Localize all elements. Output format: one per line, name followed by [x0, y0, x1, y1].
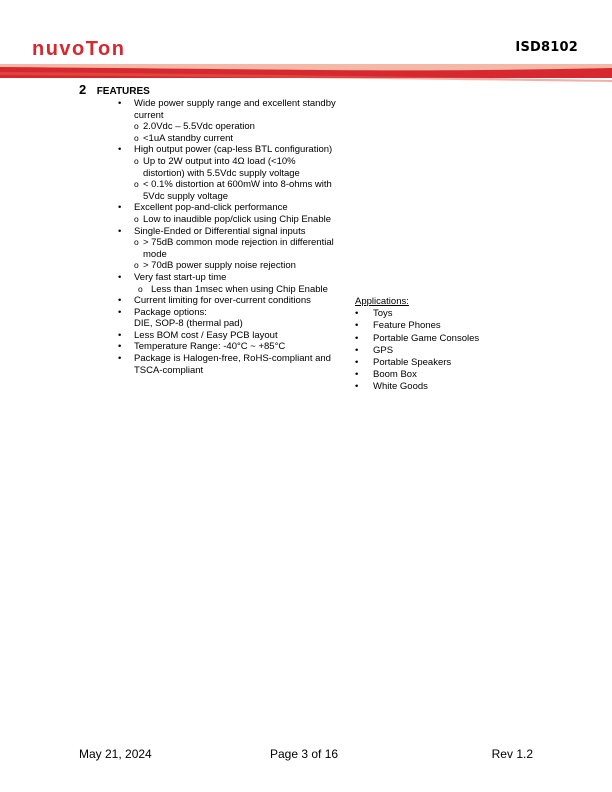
sub-item: o 2.0Vdc – 5.5Vdc operation [134, 121, 255, 133]
bullet-icon: • [355, 344, 359, 356]
list-item [118, 330, 338, 342]
sub-item: o > 70dB power supply noise rejection [134, 260, 296, 272]
applications-list [355, 296, 555, 394]
document-id: ISD8102 [515, 40, 578, 55]
list-item [118, 144, 338, 202]
section-heading [79, 81, 150, 99]
list-item [118, 307, 338, 330]
bullet-icon: • [355, 320, 359, 332]
bullet-icon: • [355, 308, 359, 320]
list-item: • Boom Box [355, 369, 417, 381]
circle-bullet-icon: o [134, 213, 139, 224]
bullet-icon: • [118, 341, 122, 353]
feature-text: Excellent pop-and-click performance [134, 202, 288, 214]
applications-title: Applications: [355, 296, 409, 307]
list-item [118, 295, 338, 307]
circle-bullet-icon: o [138, 283, 143, 294]
circle-bullet-icon: o [134, 237, 139, 248]
circle-bullet-icon: o [134, 155, 139, 166]
list-item: • Portable Game Consoles [355, 332, 480, 344]
feature-text: Package options: [134, 306, 207, 318]
list-item [118, 98, 338, 144]
section-number: 2 [79, 82, 87, 97]
sub-item: o < 0.1% distortion at 600mW into 8-ohms with 5Vdc supply voltage [134, 179, 332, 202]
bullet-icon: • [355, 369, 359, 381]
footer-page-number: Page 3 of 16 [270, 747, 339, 761]
circle-bullet-icon: o [134, 260, 139, 271]
list-item: • Portable Speakers [355, 357, 452, 369]
circle-bullet-icon: o [134, 179, 139, 190]
sub-item: o Low to inaudible pop/click using Chip Enable [134, 213, 332, 225]
section-title: FEATURES [96, 86, 150, 97]
bullet-icon: • [355, 357, 359, 369]
sub-item: o <1uA standby current [134, 132, 234, 144]
sub-item: o Less than 1msec when using Chip Enable [138, 283, 328, 295]
list-item [118, 202, 338, 225]
list-item [118, 341, 338, 353]
list-item: • Toys [355, 308, 393, 320]
feature-text: High output power (cap-less BTL configuration) [134, 144, 333, 156]
nuvoton-logo [32, 38, 174, 58]
features-list [118, 98, 338, 376]
bullet-icon: • [118, 225, 122, 237]
bullet-icon: • [118, 306, 122, 318]
circle-bullet-icon: o [134, 121, 139, 132]
brand-wordmark: nuvoTon [32, 38, 126, 58]
feature-text: Package is Halogen-free, RoHS-compliant and TSCA-compliant [134, 353, 331, 376]
list-item: • White Goods [355, 381, 428, 393]
bullet-icon: • [355, 332, 359, 344]
list-item [118, 272, 338, 295]
footer-date: May 21, 2024 [79, 747, 152, 761]
feature-text: Single-Ended or Differential signal inputs [134, 225, 306, 237]
footer-revision: Rev 1.2 [491, 747, 533, 761]
bullet-icon: • [118, 353, 122, 365]
list-item [118, 226, 338, 272]
feature-text: Less BOM cost / Easy PCB layout [134, 329, 278, 341]
bullet-icon: • [118, 202, 122, 214]
feature-extra: DIE, SOP-8 (thermal pad) [134, 318, 243, 330]
bullet-icon: • [118, 295, 122, 307]
feature-text: Wide power supply range and excellent standby current [134, 98, 336, 121]
bullet-icon: • [118, 98, 122, 109]
list-item: • GPS [355, 344, 394, 356]
bullet-icon: • [118, 144, 122, 156]
bullet-icon: • [355, 381, 359, 393]
feature-text: Very fast start-up time [134, 271, 227, 283]
bullet-icon: • [118, 329, 122, 341]
feature-text: Current limiting for over-current conditions [134, 295, 311, 307]
sub-item: o > 75dB common mode rejection in differential mode [134, 237, 334, 260]
list-item [118, 353, 338, 376]
feature-text: Temperature Range: -40°C ~ +85°C [134, 341, 286, 353]
bullet-icon: • [118, 271, 122, 283]
sub-item: o Up to 2W output into 4Ω load (<10% distortion) with 5.5Vdc supply voltage [134, 155, 300, 179]
list-item: • Feature Phones [355, 320, 441, 332]
circle-bullet-icon: o [134, 132, 139, 143]
